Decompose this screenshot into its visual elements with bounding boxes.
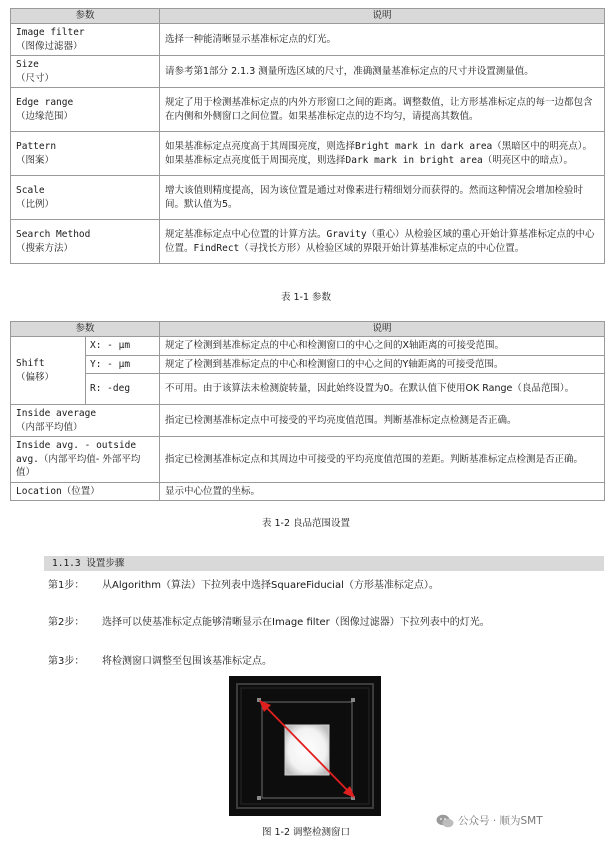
table-caption: 表 1-2 良品范围设置 <box>261 518 351 529</box>
ok-range-table <box>10 321 605 501</box>
param-name: Inside average <box>16 408 97 419</box>
sub-param-cell: Y: - μm <box>86 355 160 374</box>
resize-handle[interactable] <box>257 796 261 800</box>
column-header-param: 参数 <box>11 9 160 24</box>
desc-cell: 如果基准标定点亮度高于其周围亮度，则选择Bright mark in dark area（黑暗区中的明亮点）。如果基准标定点亮度低于周围亮度，则选择Dark mark in bright area（明亮区中的暗点）。 <box>160 132 605 176</box>
param-cell <box>11 132 160 176</box>
table-row <box>11 132 605 176</box>
desc-cell: 增大该值则精度提高，因为该位置是通过对像素进行精细划分而获得的。然而这种情况会增加检验时间。默认值为5。 <box>160 176 605 220</box>
param-name-cn: （搜索方法） <box>16 242 74 254</box>
step-text: 选择可以使基准标定点能够清晰显示在Image filter（图像过滤器）下拉列表中的灯光。 <box>102 617 490 628</box>
table-row <box>11 220 605 264</box>
param-cell <box>11 405 160 437</box>
table-row <box>11 355 605 374</box>
step-text: 将检测窗口调整至包围该基准标定点。 <box>102 656 272 667</box>
param-name-cn: （偏移） <box>16 371 55 383</box>
parameter-table <box>10 8 605 264</box>
desc-cell: 请参考第1部分 2.1.3 测量所选区域的尺寸，准确测量基准标定点的尺寸并设置测量值。 <box>160 56 605 88</box>
table-caption: 表 1-1 参数 <box>280 292 332 303</box>
param-name-cn: （尺寸） <box>16 72 55 84</box>
figure-caption: 图 1-2 调整检测窗口 <box>261 827 351 838</box>
param-name-cn: （内部平均值） <box>16 421 83 433</box>
column-header-param: 参数 <box>11 322 160 337</box>
table-row <box>11 176 605 220</box>
table-row <box>11 405 605 437</box>
table-row <box>11 88 605 132</box>
param-name: Size <box>16 59 39 70</box>
param-name: Edge range <box>16 97 74 108</box>
desc-cell: 指定已检测基准标定点中可接受的平均亮度值范围。判断基准标定点检测是否正确。 <box>160 405 605 437</box>
param-name: Location <box>16 485 62 497</box>
param-name: Image filter <box>16 27 85 38</box>
step-label: 第2步： <box>48 617 85 628</box>
param-name-cn: （比例） <box>16 198 55 210</box>
table-row <box>11 56 605 88</box>
param-cell <box>11 88 160 132</box>
desc-cell: 指定已检测基准标定点和其周边中可接受的平均亮度值范围的差距。判断基准标定点检测是否正确。 <box>160 437 605 483</box>
step-item <box>48 613 490 628</box>
section-heading: 1.1.3 设置步骤 <box>44 556 604 571</box>
param-name: Shift <box>16 358 45 369</box>
table-row <box>11 437 605 483</box>
desc-cell: 规定了检测到基准标定点的中心和检测窗口的中心之间的X轴距离的可接受范围。 <box>160 337 605 356</box>
wechat-icon <box>436 814 454 828</box>
table-row <box>11 24 605 56</box>
step-item <box>48 576 439 591</box>
param-cell <box>11 56 160 88</box>
param-cell <box>11 437 160 483</box>
table-row <box>11 482 605 501</box>
step-label: 第3步： <box>48 656 85 667</box>
desc-cell: 选择一种能清晰显示基准标定点的灯光。 <box>160 24 605 56</box>
desc-cell: 规定了用于检测基准标定点的内外方形窗口之间的距离。调整数值，让方形基准标定点的每一边都包含在内侧和外侧窗口之间位置。如果基准标定点的边不均匀，请提高其数值。 <box>160 88 605 132</box>
desc-cell: 显示中心位置的坐标。 <box>160 482 605 501</box>
step-text: 从Algorithm（算法）下拉列表中选择SquareFiducial（方形基准标定点）。 <box>102 580 439 591</box>
desc-cell: 规定基准标定点中心位置的计算方法。Gravity（重心）从检验区域的重心开始计算基准标定点的中心位置。FindRect（寻找长方形）从检验区域的界限开始计算基准标定点的中心位置。 <box>160 220 605 264</box>
param-name-cn: （位置） <box>61 485 100 497</box>
table-row <box>11 337 605 356</box>
desc-cell: 不可用。由于该算法未检测旋转量，因此始终设置为0。在默认值下使用OK Range（良品范围）。 <box>160 374 605 405</box>
param-name-cn: （内部平均值- 外部平均值） <box>16 453 141 478</box>
param-name: Search Method <box>16 229 91 240</box>
param-cell <box>11 220 160 264</box>
table-header-row <box>11 322 605 337</box>
resize-handle[interactable] <box>351 698 355 702</box>
sub-param-cell: R: -deg <box>86 374 160 405</box>
step-item <box>48 652 272 667</box>
table-row <box>11 374 605 405</box>
param-cell <box>11 176 160 220</box>
param-cell <box>11 24 160 56</box>
watermark-text: 公众号 · 顺为SMT <box>458 815 543 827</box>
param-cell <box>11 337 86 405</box>
param-name-cn: （图像过滤器） <box>16 40 83 52</box>
fiducial-image <box>229 676 381 816</box>
table-header-row <box>11 9 605 24</box>
sub-param-cell: X: - μm <box>86 337 160 356</box>
column-header-desc: 说明 <box>160 322 605 337</box>
param-name-cn: （边缘范围） <box>16 110 74 122</box>
desc-cell: 规定了检测到基准标定点的中心和检测窗口的中心之间的Y轴距离的可接受范围。 <box>160 355 605 374</box>
detection-window-figure <box>229 676 381 816</box>
step-label: 第1步： <box>48 580 85 591</box>
param-name: Scale <box>16 185 45 196</box>
param-name: Pattern <box>16 141 57 152</box>
param-name-cn: （图案） <box>16 154 55 166</box>
param-cell <box>11 482 160 501</box>
watermark <box>436 813 543 828</box>
column-header-desc: 说明 <box>160 9 605 24</box>
param-name: Inside avg. - outside avg. <box>16 440 137 465</box>
